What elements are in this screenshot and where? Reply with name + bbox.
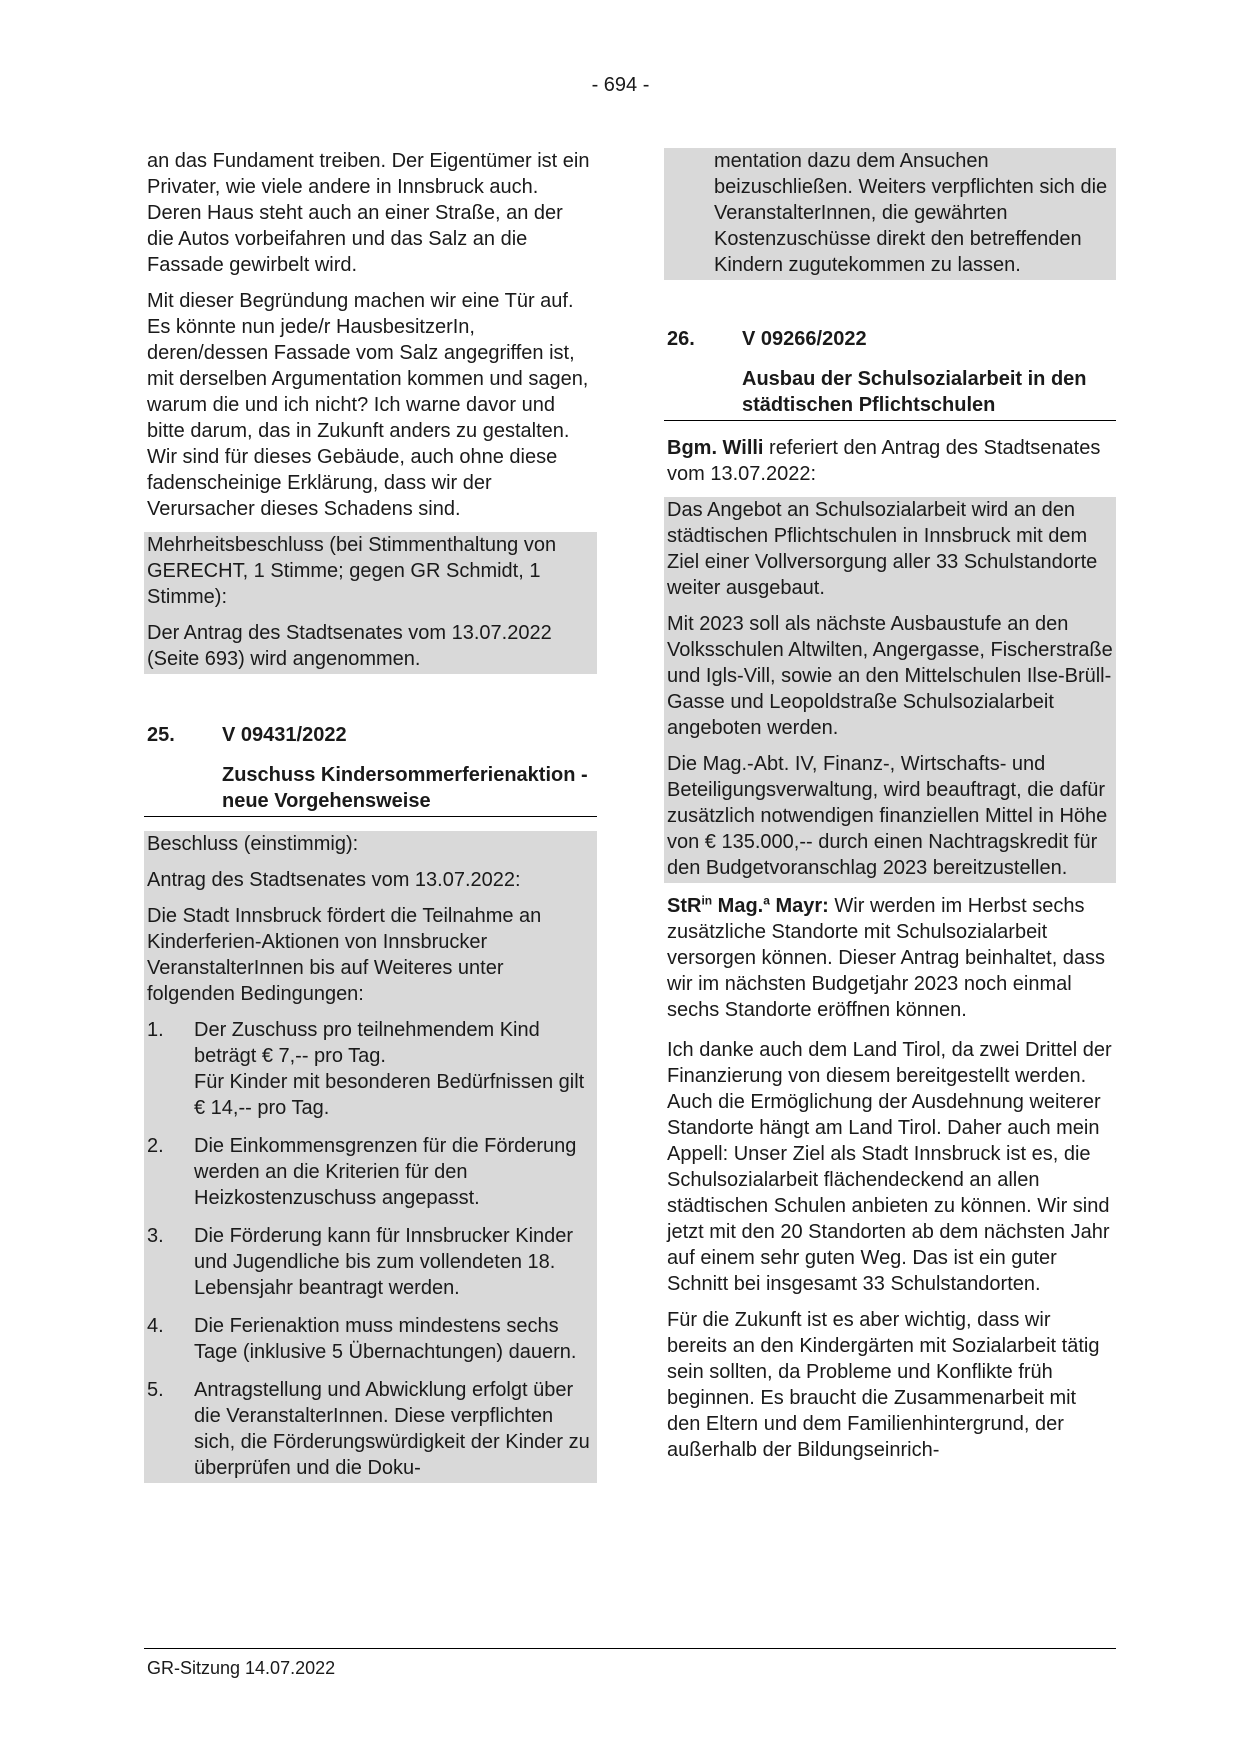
list-item	[147, 1377, 594, 1483]
footer-divider	[144, 1648, 1116, 1649]
agenda-item-code: V 09266/2022	[742, 328, 867, 350]
decision-text: Der Antrag des Stadtsenates vom 13.07.2022 (Seite 693) wird angenommen.	[147, 622, 552, 670]
list-item	[147, 1223, 594, 1313]
decision-box	[144, 532, 597, 674]
right-column	[664, 148, 1116, 1473]
list-text: Die Förderung kann für Innsbrucker Kinder und Jugendliche bis zum vollendeten 18. Lebensjahr beantragt werden.	[194, 1225, 574, 1299]
resolution-label: Beschluss (einstimmig):	[147, 833, 359, 855]
continued-list-box	[664, 148, 1116, 280]
paragraph: an das Fundament treiben. Der Eigentümer ist ein Privater, wie viele andere in Innsbruck auch. Deren Haus steht auch an einer Straße, an der die Autos vorbeifahren und das Salz an die Fassade gewirbelt wird.	[147, 150, 590, 276]
agenda-item-26-header	[664, 326, 1116, 352]
motion-paragraph: Das Angebot an Schulsozialarbeit wird an den städtischen Pflichtschulen in Innsbruck mit dem Ziel einer Vollversorgung aller 33 Schulstandorte weiter ausgebaut.	[667, 499, 1098, 599]
list-item	[147, 1313, 594, 1377]
list-continuation: mentation dazu dem Ansuchen beizuschließen. Weiters verpflichten sich die VeranstalterInnen, die gewährten Kostenzuschüsse direkt den betreffenden Kindern zugutekommen zu lassen.	[714, 150, 1108, 276]
resolution-box	[144, 831, 597, 1483]
speaker-title-sup: in	[701, 893, 713, 908]
paragraph: Mit dieser Begründung machen wir eine Tür auf. Es könnte nun jede/r HausbesitzerIn, deren/dessen Fassade vom Salz angegriffen ist, mit derselben Argumentation kommen und sagen, warum die und ich nicht? Ich warne davor und bitte darum, das in Zukunft anders zu gestalten. Wir sind für dieses Gebäude, auch ohne diese fadenscheinige Erklärung, dass wir der Verursacher dieses Schadens sind.	[147, 290, 589, 520]
footer-session-date: GR-Sitzung 14.07.2022	[147, 1658, 336, 1678]
motion-paragraph: Die Mag.-Abt. IV, Finanz-, Wirtschafts- und Beteiligungsverwaltung, wird beauftragt, die dafür zusätzlich notwendigen finanziellen Mittel in Höhe von € 135.000,-- durch einen Nachtragskredit für den Budgetvoranschlag 2023 bereitzustellen.	[667, 753, 1108, 879]
page-number: - 694 -	[591, 74, 650, 96]
speaker-degree-sup: a	[763, 893, 770, 908]
speaker-text: Wir werden im Herbst sechs zusätzliche Standorte mit Schulsozialarbeit versorgen können. Dieser Antrag beinhaltet, dass wir im nächsten Budgetjahr 2023 noch einmal sechs Standorte eröffnen können.	[667, 895, 1106, 1021]
speaker-name	[667, 895, 829, 917]
speaker-degree: Mag.	[712, 895, 764, 917]
motion-box	[664, 497, 1116, 883]
agenda-item-title: Zuschuss Kindersommerferienaktion - neue Vorgehensweise	[144, 762, 597, 817]
list-number: 3.	[147, 1225, 164, 1247]
agenda-item-title: Ausbau der Schulsozialarbeit in den städtischen Pflichtschulen	[664, 366, 1116, 421]
list-item	[147, 1133, 594, 1223]
agenda-item-code: V 09431/2022	[222, 724, 347, 746]
list-text: Die Einkommensgrenzen für die Förderung werden an die Kriterien für den Heizkostenzuschuss angepasst.	[194, 1135, 577, 1209]
paragraph: Ich danke auch dem Land Tirol, da zwei Drittel der Finanzierung von diesem bereitgestellt werden. Auch die Ermöglichung der Ausdehnung weiterer Standorte hängt am Land Tirol. Daher auch mein Appell: Unser Ziel als Stadt Innsbruck ist es, die Schulsozialarbeit flächendeckend an allen städtischen Schulen anbieten zu können. Wir sind jetzt mit den 20 Standorten ab dem nächsten Jahr auf einem sehr guten Weg. Das ist ein guter Schnitt bei insgesamt 33 Schulstandorten.	[667, 1039, 1112, 1295]
agenda-item-number: 25.	[147, 724, 175, 746]
list-text: Die Ferienaktion muss mindestens sechs Tage (inklusive 5 Übernachtungen) dauern.	[194, 1315, 577, 1363]
motion-label: Antrag des Stadtsenates vom 13.07.2022:	[147, 869, 521, 891]
motion-intro: Die Stadt Innsbruck fördert die Teilnahme an Kinderferien-Aktionen von Innsbrucker VeranstalterInnen bis auf Weiteres unter folgenden Bedingungen:	[147, 905, 542, 1005]
speaker-surname: Mayr:	[769, 895, 829, 917]
list-number: 5.	[147, 1379, 164, 1401]
speaker-text: referiert den Antrag des Stadtsenates vom 13.07.2022:	[667, 437, 1101, 485]
paragraph: Für die Zukunft ist es aber wichtig, dass wir bereits an den Kindergärten mit Sozialarbeit tätig sein sollten, da Probleme und Konflikte früh beginnen. Es braucht die Zusammenarbeit mit den Eltern und dem Familienhintergrund, der außerhalb der Bildungseinrich-	[667, 1309, 1100, 1461]
left-column	[144, 148, 597, 1483]
agenda-item-25-header	[144, 722, 597, 748]
list-number: 1.	[147, 1019, 164, 1041]
list-item	[147, 1017, 594, 1133]
speaker-name: Bgm. Willi	[667, 437, 764, 459]
speaker-paragraph	[664, 435, 1116, 487]
list-number: 4.	[147, 1315, 164, 1337]
list-text: Der Zuschuss pro teilnehmendem Kind beträgt € 7,-- pro Tag. Für Kinder mit besonderen Bedürfnissen gilt € 14,-- pro Tag.	[194, 1019, 585, 1119]
conditions-list	[144, 1017, 597, 1483]
speaker-paragraph	[664, 893, 1116, 1023]
decision-text: Mehrheitsbeschluss (bei Stimmenthaltung von GERECHT, 1 Stimme; gegen GR Schmidt, 1 Stimme):	[147, 534, 557, 608]
list-number: 2.	[147, 1135, 164, 1157]
list-text: Antragstellung und Abwicklung erfolgt über die VeranstalterInnen. Diese verpflichten sich, die Förderungswürdigkeit der Kinder zu überprüfen und die Doku-	[194, 1379, 590, 1479]
speaker-title: StR	[667, 895, 702, 917]
agenda-item-number: 26.	[667, 328, 695, 350]
motion-paragraph: Mit 2023 soll als nächste Ausbaustufe an den Volksschulen Altwilten, Angergasse, Fischerstraße und Igls-Vill, sowie an den Mittelschulen Ilse-Brüll-Gasse und Leopoldstraße Schulsozialarbeit angeboten werden.	[667, 613, 1113, 739]
